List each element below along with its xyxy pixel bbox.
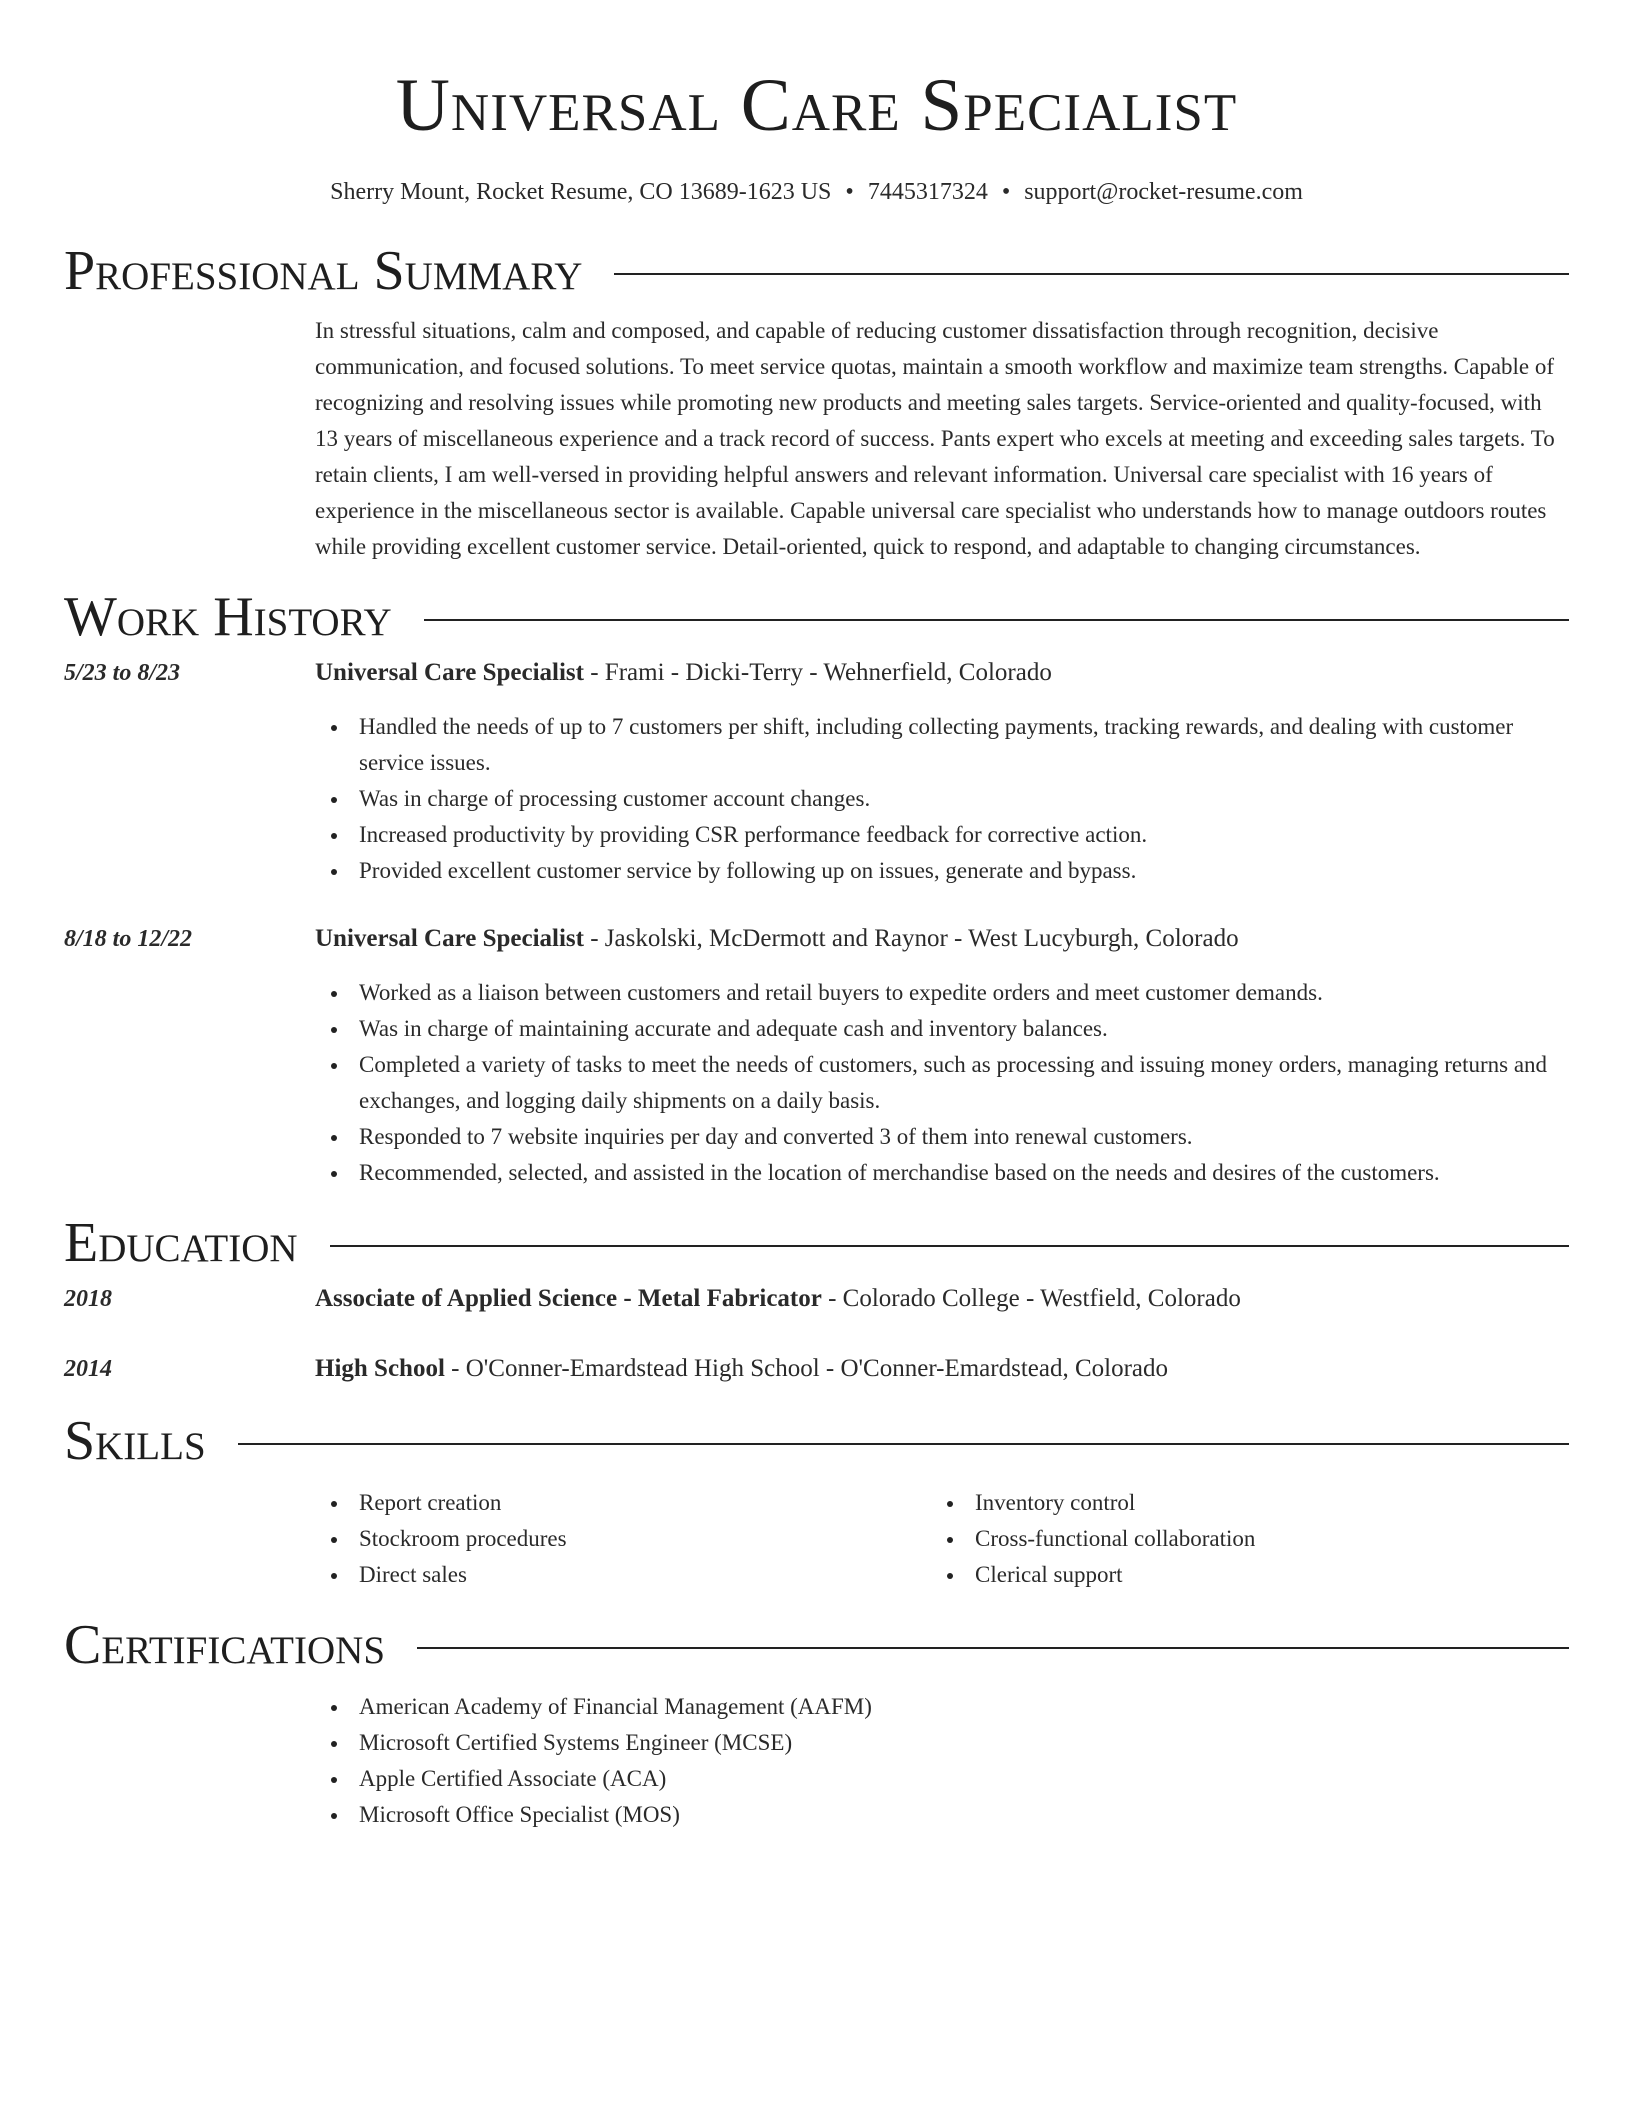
resume-title: Universal Care Specialist xyxy=(395,64,1238,147)
skill-item: Report creation xyxy=(315,1485,931,1521)
skill-item: Direct sales xyxy=(315,1557,931,1593)
skills-section-header xyxy=(64,1409,1569,1473)
contact-phone: 7445317324 xyxy=(867,179,988,205)
job-bullet: Responded to 7 website inquiries per day and converted 3 of them into renewal customers. xyxy=(315,1119,1569,1155)
section-divider xyxy=(614,273,1569,275)
job-bullet: Completed a variety of tasks to meet the needs of customers, such as processing and issuing money orders, managing returns and exchanges, and logging daily shipments on a daily basis. xyxy=(315,1047,1569,1119)
work-section-header xyxy=(64,585,1569,649)
job-details: - Frami - Dicki-Terry - Wehnerfield, Colorado xyxy=(583,659,1052,686)
job-bullet: Provided excellent customer service by following up on issues, generate and bypass. xyxy=(315,853,1569,889)
certifications-section-header xyxy=(64,1613,1569,1677)
section-divider xyxy=(330,1245,1569,1247)
skill-item: Inventory control xyxy=(931,1485,1547,1521)
contact-email: support@rocket-resume.com xyxy=(1024,179,1303,205)
education-entry xyxy=(64,1351,1569,1387)
certification-item: Apple Certified Associate (ACA) xyxy=(315,1761,1569,1797)
certifications-list xyxy=(315,1689,1569,1833)
summary-section-header xyxy=(64,239,1569,303)
summary-heading: Professional Summary xyxy=(64,240,583,302)
contact-separator: • xyxy=(845,179,854,205)
job-line xyxy=(315,655,1052,691)
skill-item: Cross-functional collaboration xyxy=(931,1521,1547,1557)
job-bullet: Was in charge of maintaining accurate and adequate cash and inventory balances. xyxy=(315,1011,1569,1047)
education-degree: High School xyxy=(315,1355,445,1382)
education-heading: Education xyxy=(64,1212,298,1274)
job-details: - Jaskolski, McDermott and Raynor - West Lucyburgh, Colorado xyxy=(583,925,1239,952)
job-dates: 8/18 to 12/22 xyxy=(64,926,193,952)
skills-grid xyxy=(315,1485,1569,1593)
job-line xyxy=(315,921,1239,957)
section-divider xyxy=(417,1647,1569,1649)
job-entry xyxy=(64,921,1569,957)
job-bullet: Increased productivity by providing CSR performance feedback for corrective action. xyxy=(315,817,1569,853)
certification-item: American Academy of Financial Management (AAFM) xyxy=(315,1689,1569,1725)
certification-item: Microsoft Office Specialist (MOS) xyxy=(315,1797,1569,1833)
job-title: Universal Care Specialist xyxy=(315,925,584,952)
job-bullet: Recommended, selected, and assisted in the location of merchandise based on the needs and desires of the customers. xyxy=(315,1155,1569,1191)
contact-separator: • xyxy=(1001,179,1011,205)
contact-line xyxy=(64,176,1569,208)
certification-item: Microsoft Certified Systems Engineer (MCSE) xyxy=(315,1725,1569,1761)
education-year: 2014 xyxy=(64,1356,112,1382)
education-year: 2018 xyxy=(64,1286,112,1312)
education-degree: Associate of Applied Science - Metal Fabricator xyxy=(315,1285,822,1312)
education-entry xyxy=(64,1281,1569,1317)
skills-column-left xyxy=(315,1485,931,1593)
job-title: Universal Care Specialist xyxy=(315,659,584,686)
education-details: - O'Conner-Emardstead High School - O'Conner-Emardstead, Colorado xyxy=(444,1355,1169,1382)
summary-text: In stressful situations, calm and composed, and capable of reducing customer dissatisfaction through recognition, decisive communication, and focused solutions. To meet service quotas, maintain a smooth workflow and maximize team strengths. Capable of recognizing and resolving issues while promoting new products and meeting sales targets. Service-oriented and quality-focused, with 13 years of miscellaneous experience and a track record of success. Pants expert who excels at meeting and exceeding sales targets. To retain clients, I am well-versed in providing helpful answers and relevant information. Universal care specialist with 16 years of experience in the miscellaneous sector is available. Capable universal care specialist who understands how to manage outdoors routes while providing excellent customer service. Detail-oriented, quick to respond, and adaptable to changing circumstances. xyxy=(315,318,1555,559)
work-heading: Work History xyxy=(64,586,392,648)
section-divider xyxy=(424,619,1569,621)
job-entry xyxy=(64,655,1569,691)
education-line xyxy=(315,1351,1168,1387)
section-divider xyxy=(238,1443,1569,1445)
education-line xyxy=(315,1281,1241,1317)
contact-address: Sherry Mount, Rocket Resume, CO 13689-1623 US xyxy=(330,179,832,205)
education-details: - Colorado College - Westfield, Colorado xyxy=(821,1285,1241,1312)
job-bullets xyxy=(315,709,1569,889)
job-bullet: Worked as a liaison between customers and retail buyers to expedite orders and meet customer demands. xyxy=(315,975,1569,1011)
skill-item: Stockroom procedures xyxy=(315,1521,931,1557)
certifications-heading: Certifications xyxy=(64,1614,386,1676)
skills-column-right xyxy=(931,1485,1547,1593)
education-section-header xyxy=(64,1211,1569,1275)
job-bullet: Was in charge of processing customer account changes. xyxy=(315,781,1569,817)
job-bullet: Handled the needs of up to 7 customers per shift, including collecting payments, tracking rewards, and dealing with customer service issues. xyxy=(315,709,1569,781)
skills-heading: Skills xyxy=(64,1410,206,1472)
job-bullets xyxy=(315,975,1569,1191)
job-dates: 5/23 to 8/23 xyxy=(64,660,181,686)
skill-item: Clerical support xyxy=(931,1557,1547,1593)
